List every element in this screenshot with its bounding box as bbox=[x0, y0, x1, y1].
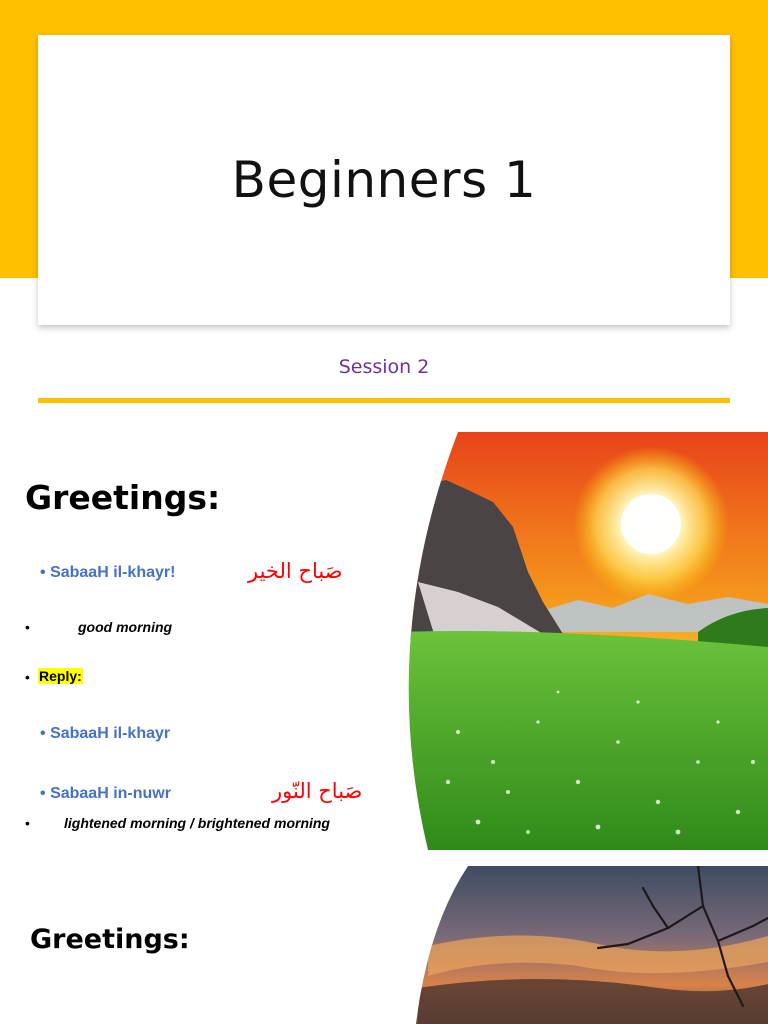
transliteration: SabaaH in-nuwr bbox=[50, 785, 171, 802]
title-card bbox=[38, 35, 730, 325]
transliteration: SabaaH il-khayr bbox=[50, 725, 171, 742]
list-item-sabaah-il-khayr-exclaim bbox=[40, 564, 175, 582]
bullet: • bbox=[25, 815, 30, 831]
greetings-slide bbox=[0, 432, 768, 850]
reply-label bbox=[38, 668, 83, 686]
greetings-heading: Greetings: bbox=[25, 478, 221, 517]
yellow-divider bbox=[38, 398, 730, 403]
bullet: • bbox=[40, 564, 46, 581]
sunset-image bbox=[398, 866, 768, 1024]
bullet: • bbox=[25, 619, 30, 635]
reply-highlight: Reply: bbox=[39, 668, 82, 684]
slide-title: Beginners 1 bbox=[231, 151, 537, 209]
arabic-sabah-al-khayr: صَباح الخير bbox=[248, 559, 343, 583]
transliteration: SabaaH il-khayr! bbox=[50, 564, 176, 581]
translation-lightened-morning: lightened morning / brightened morning bbox=[64, 815, 330, 831]
title-slide bbox=[0, 0, 768, 420]
translation-good-morning: good morning bbox=[78, 619, 173, 635]
greetings-slide-2 bbox=[0, 866, 768, 1024]
list-item-sabaah-il-khayr bbox=[40, 725, 170, 743]
greetings-heading-2: Greetings: bbox=[30, 924, 190, 955]
list-item-sabaah-in-nuwr bbox=[40, 785, 171, 803]
session-subtitle: Session 2 bbox=[338, 356, 430, 378]
arabic-sabah-an-nur: صَباح النّور bbox=[272, 779, 363, 803]
bullet: • bbox=[40, 725, 46, 742]
sun-meadow-image bbox=[398, 432, 768, 850]
bullet: • bbox=[25, 669, 30, 685]
bullet: • bbox=[40, 785, 46, 802]
